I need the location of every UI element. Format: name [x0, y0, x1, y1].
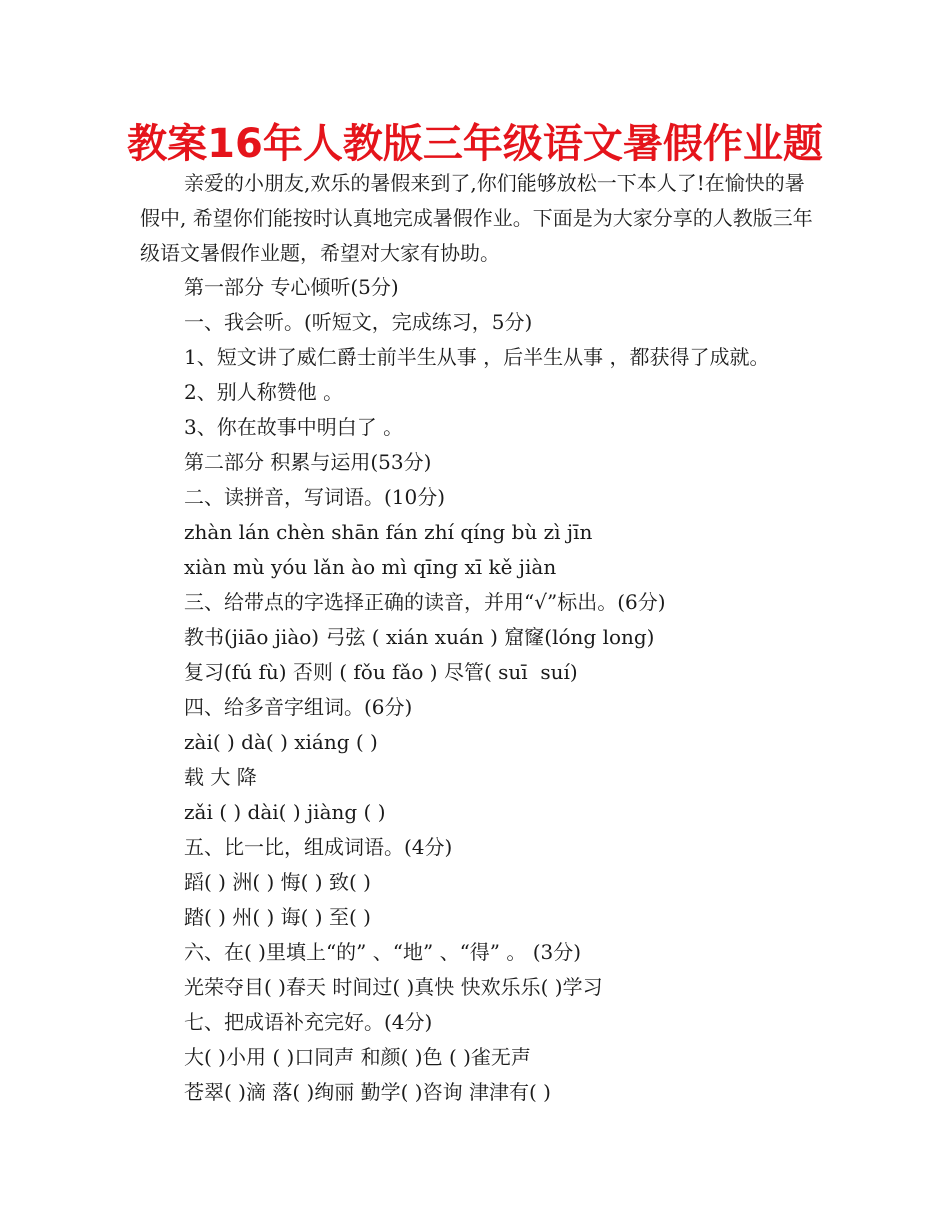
- question-item: 苍翠( )滴 落( )绚丽 勤学( )咨询 津津有( ): [184, 1080, 551, 1104]
- question-heading: 四、给多音字组词。(6分): [184, 695, 413, 719]
- question-item: 复习(fú fù) 否则 ( fǒu fǎo ) 尽管( suī suí): [184, 660, 578, 684]
- question-heading: 三、给带点的字选择正确的读音，并用“√”标出。(6分): [184, 590, 666, 614]
- question-item: 蹈( ) 洲( ) 悔( ) 致( ): [184, 870, 371, 894]
- question-item: 踏( ) 州( ) 诲( ) 至( ): [184, 905, 371, 929]
- pinyin-line: xiàn mù yóu lǎn ào mì qīng xī kě jiàn: [184, 555, 557, 579]
- question-item: 光荣夺目( )春天 时间过( )真快 快欢乐乐( )学习: [184, 975, 603, 999]
- question-heading: 七、把成语补充完好。(4分): [184, 1010, 433, 1034]
- question-item: 1、短文讲了威仁爵士前半生从事 ，后半生从事 ，都获得了成就。: [184, 345, 770, 369]
- intro-text: 亲爱的小朋友,欢乐的暑假来到了,你们能够放松一下本人了!在愉快的暑 假中, 希望你们能按时认真地完成暑假作业。下面是为大家分享的人教版三年级语文暑假作业题，希望对大家有协助。: [140, 171, 813, 265]
- question-item: 大( )小用 ( )口同声 和颜( )色 ( )雀无声: [184, 1045, 531, 1069]
- question-item: zǎi ( ) dài( ) jiàng ( ): [184, 800, 386, 824]
- exercise-lines: [184, 270, 884, 1110]
- question-heading: 五、比一比，组成词语。(4分): [184, 835, 453, 859]
- question-heading: 一、我会听。(听短文，完成练习，5分): [184, 310, 533, 334]
- question-item: 载 大 降: [184, 765, 257, 789]
- question-item: zài( ) dà( ) xiáng ( ): [184, 730, 378, 754]
- section-heading: 第一部分 专心倾听(5分): [184, 275, 399, 299]
- section-heading: 第二部分 积累与运用(53分): [184, 450, 432, 474]
- question-item: 2、别人称赞他 。: [184, 380, 344, 404]
- intro-paragraph: [140, 166, 820, 271]
- question-heading: 二、读拼音，写词语。(10分): [184, 485, 446, 509]
- question-item: 3、你在故事中明白了 。: [184, 415, 404, 439]
- question-heading: 六、在( )里填上“的” 、“地” 、“得” 。 (3分): [184, 940, 582, 964]
- question-item: 教书(jiāo jiào) 弓弦 ( xián xuán ) 窟窿(lóng long): [184, 625, 655, 649]
- pinyin-line: zhàn lán chèn shān fán zhí qíng bù zì jīn: [184, 520, 593, 544]
- document-title: 教案16年人教版三年级语文暑假作业题: [127, 121, 823, 167]
